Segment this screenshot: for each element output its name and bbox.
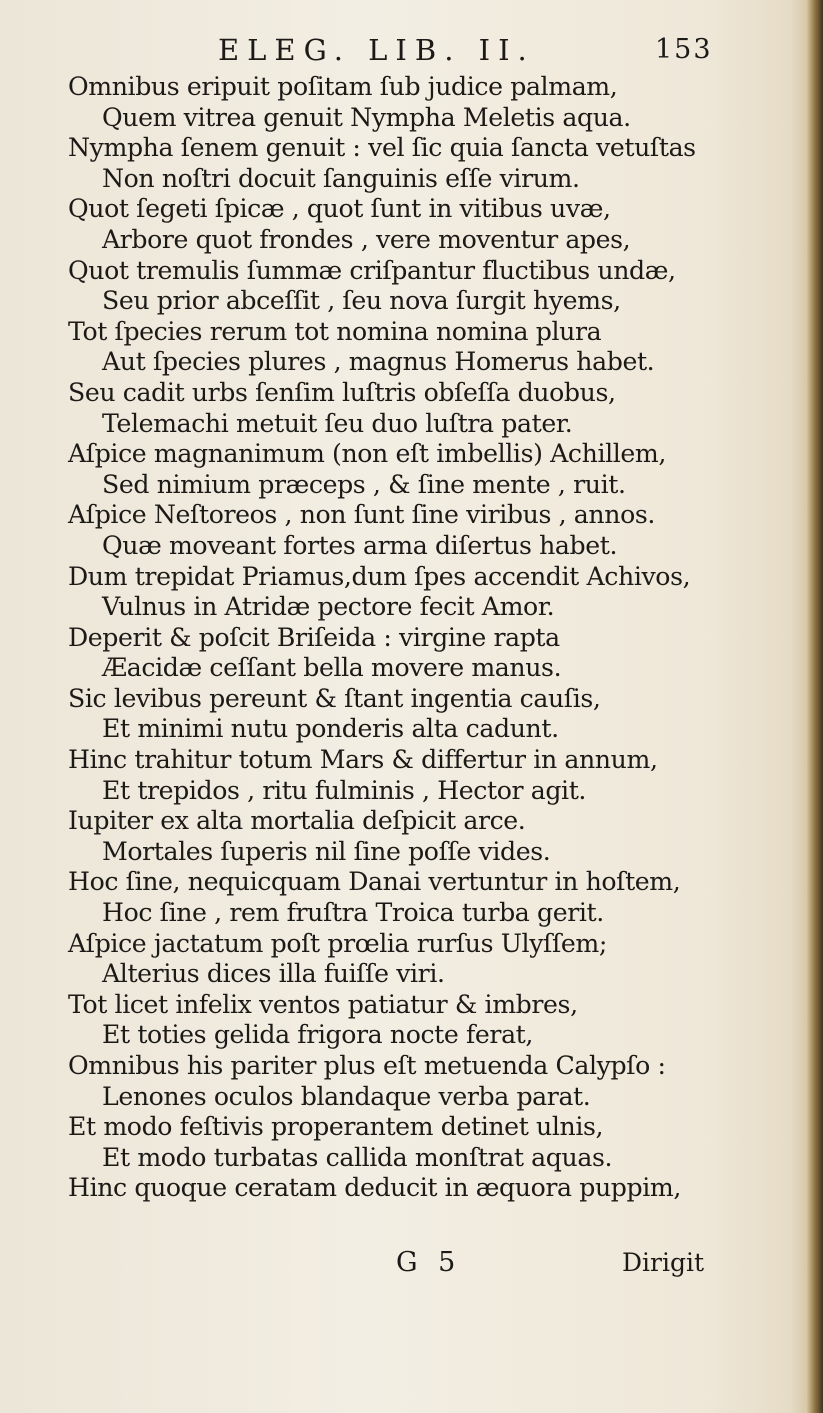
verse-line: Æacidæ ceſſant bella movere manus. xyxy=(102,653,562,683)
verse-line: Sic levibus pereunt & ſtant ingentia cauſis, xyxy=(68,683,601,713)
verse-line: Omnibus eripuit poſitam ſub judice palmam, xyxy=(68,72,618,101)
verse-line: Seu prior abceſſit , ſeu nova ſurgit hyems, xyxy=(102,286,621,316)
running-head: ELEG. LIB. II. xyxy=(218,33,535,67)
verse-line: Et toties gelida frigora nocte ferat, xyxy=(102,1020,534,1050)
verse-line: Hoc ſine , rem fruſtra Troica turba gerit. xyxy=(102,898,604,928)
verse-line: Quem vitrea genuit Nympha Meletis aqua. xyxy=(102,102,631,132)
verse-line: Hinc quoque ceratam deducit in æquora puppim, xyxy=(68,1173,681,1203)
signature-mark: G 5 xyxy=(396,1247,456,1278)
verse-line: Quot ſegeti ſpicæ , quot ſunt in vitibus uvæ, xyxy=(68,194,611,224)
verse-text xyxy=(0,72,790,1204)
page-number: 153 xyxy=(655,34,713,65)
verse-line: Et modo turbatas callida monſtrat aquas. xyxy=(102,1142,613,1172)
verse-line: Telemachi metuit ſeu duo luſtra pater. xyxy=(102,408,573,438)
verse-line: Omnibus his pariter plus eſt metuenda Calypſo : xyxy=(68,1051,666,1080)
verse-line: Iupiter ex alta mortalia deſpicit arce. xyxy=(68,806,526,836)
verse-line: Et trepidos , ritu fulminis , Hector agit. xyxy=(102,775,587,805)
verse-line: Sed nimium præceps , & ſine mente , ruit. xyxy=(102,469,626,499)
page-edge xyxy=(807,0,823,1413)
verse-line: Quot tremulis ſummæ criſpantur fluctibus undæ, xyxy=(68,255,676,285)
verse-line: Alterius dices illa fuiſſe viri. xyxy=(102,959,445,989)
catchword: Dirigit xyxy=(622,1248,705,1277)
verse-line: Aſpice jactatum poſt prœlia rurſus Ulyſſem; xyxy=(68,928,607,958)
verse-line: Hinc trahitur totum Mars & differtur in annum, xyxy=(68,745,658,775)
verse-line: Dum trepidat Priamus,dum ſpes accendit Achivos, xyxy=(68,561,691,591)
verse-line: Tot licet infelix ventos patiatur & imbres, xyxy=(68,989,578,1019)
page-footer xyxy=(0,1246,823,1280)
page-header xyxy=(0,30,823,70)
verse-line: Hoc ſine, nequicquam Danai vertuntur in hoſtem, xyxy=(68,867,681,897)
verse-line: Mortales ſuperis nil ſine poſſe vides. xyxy=(102,836,551,866)
verse-line: Arbore quot frondes , vere moventur apes, xyxy=(102,224,631,254)
verse-line: Seu cadit urbs ſenſim luſtris obſeſſa duobus, xyxy=(68,377,616,407)
verse-line: Deperit & poſcit Briſeida : virgine rapta xyxy=(68,622,560,652)
verse-line: Et modo feſtivis properantem detinet ulnis, xyxy=(68,1112,604,1142)
verse-line: Vulnus in Atridæ pectore fecit Amor. xyxy=(102,592,555,622)
verse-line: Quæ moveant fortes arma diſertus habet. xyxy=(102,530,618,560)
verse-line: Et minimi nutu ponderis alta cadunt. xyxy=(102,714,559,744)
verse-line: Nympha ſenem genuit : vel ſic quia ſancta vetuſtas xyxy=(68,133,696,163)
verse-line: Aſpice Neſtoreos , non ſunt ſine viribus , annos. xyxy=(68,500,655,530)
verse-line: Non noſtri docuit ſanguinis eſſe virum. xyxy=(102,163,580,193)
verse-line: Lenones oculos blandaque verba parat. xyxy=(102,1081,591,1111)
verse-line: Aut ſpecies plures , magnus Homerus habet. xyxy=(102,347,655,377)
verse-line: Tot ſpecies rerum tot nomina nomina plura xyxy=(68,316,602,346)
verse-line: Aſpice magnanimum (non eſt imbellis) Achillem, xyxy=(68,439,667,469)
